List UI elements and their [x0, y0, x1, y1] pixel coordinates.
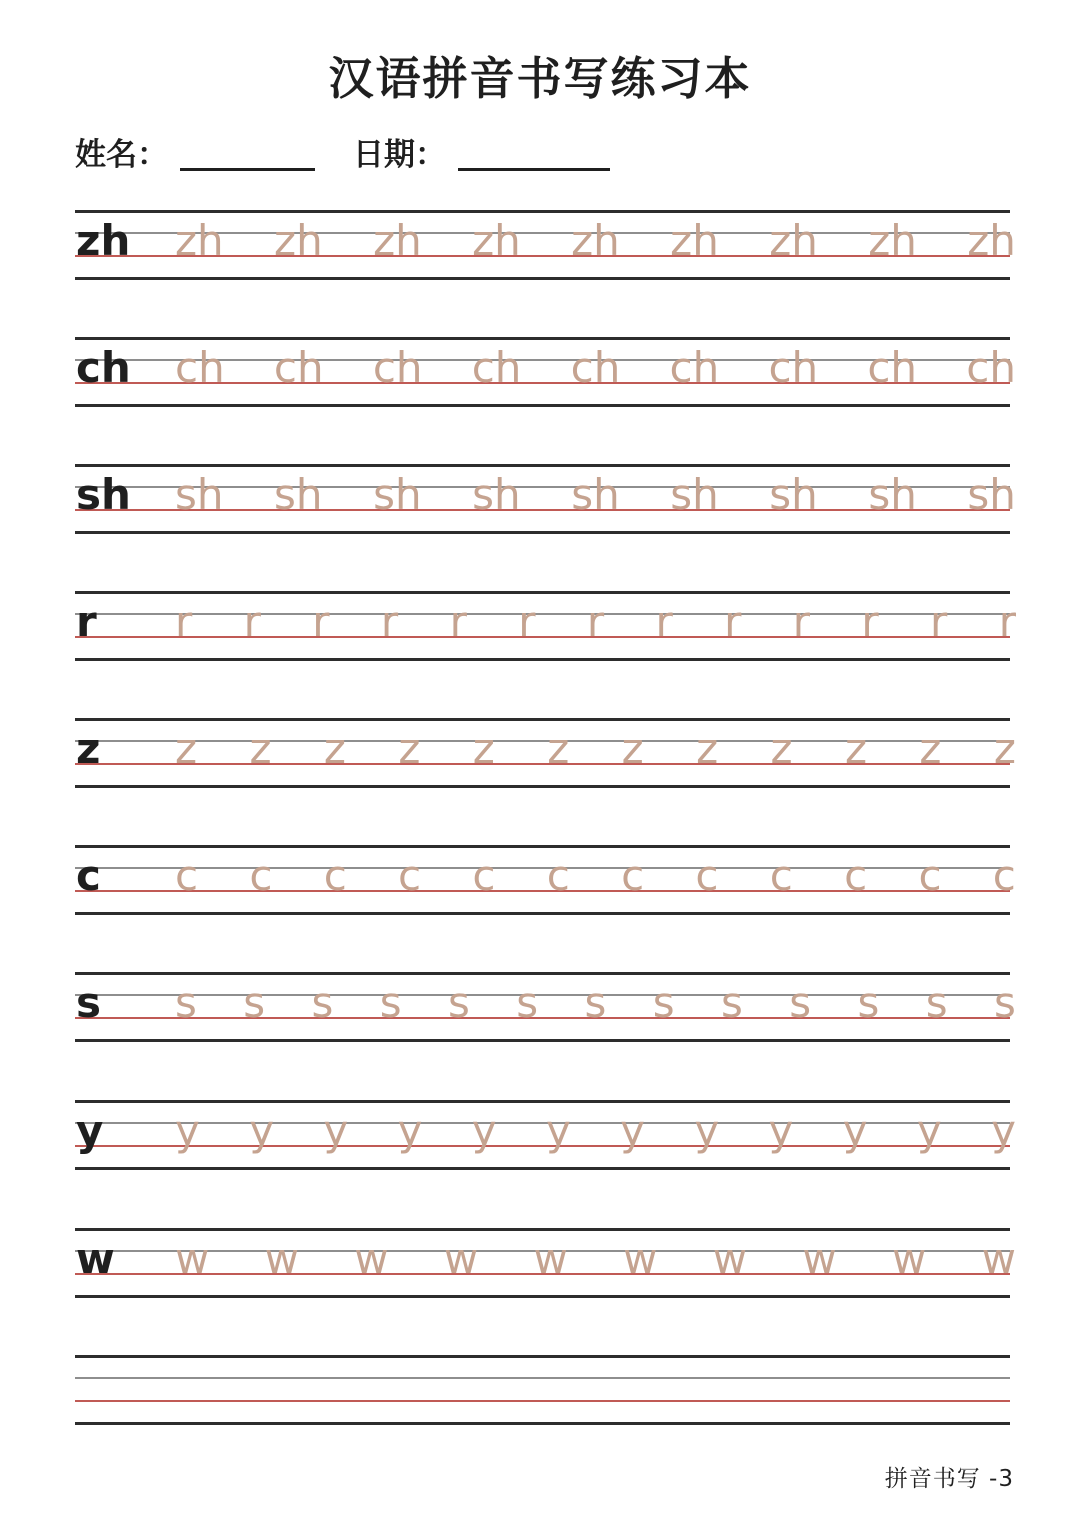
trace-letter: r [792, 597, 811, 646]
trace-letter: ch [867, 343, 918, 392]
trace-letter: s [652, 978, 675, 1027]
practice-row-y [75, 1100, 1016, 1170]
staff-line-top [75, 1100, 1010, 1103]
practice-row-z [75, 718, 1016, 788]
date-blank-line [458, 168, 610, 171]
trace-letter: w [354, 1234, 389, 1283]
staff-line-top [75, 210, 1010, 213]
practice-row-blank [75, 1355, 1010, 1425]
practice-row-ch [75, 337, 1016, 407]
staff-line-bottom [75, 1422, 1010, 1425]
trace-letter: zh [967, 216, 1016, 265]
trace-letter: r [861, 597, 879, 646]
trace-letter: w [981, 1234, 1016, 1283]
trace-letter: y [768, 1106, 794, 1155]
trace-letters-zh [175, 216, 1016, 265]
staff-line-bottom [75, 785, 1010, 788]
staff-line-bottom [75, 277, 1010, 280]
trace-letter: w [892, 1234, 927, 1283]
trace-letter: y [397, 1106, 423, 1155]
trace-letter: sh [769, 470, 818, 519]
trace-letter: w [264, 1234, 299, 1283]
trace-letter: zh [670, 216, 719, 265]
trace-letter: c [398, 851, 422, 900]
trace-letter: ch [966, 343, 1016, 392]
trace-letter: w [712, 1234, 748, 1283]
staff-line-bottom [75, 1167, 1010, 1170]
staff-line-top [75, 1228, 1010, 1231]
trace-letter: s [311, 978, 334, 1027]
staff-line-top [75, 337, 1010, 340]
trace-letter: r [998, 597, 1016, 646]
trace-letter: r [312, 597, 330, 646]
trace-letter: s [857, 978, 880, 1027]
date-label: 日期： [353, 137, 446, 173]
trace-letter: c [472, 851, 496, 900]
trace-letter: z [472, 724, 495, 773]
trace-letter: z [398, 724, 421, 773]
trace-letter: r [175, 597, 193, 646]
trace-letter: y [694, 1106, 720, 1155]
trace-letter: zh [472, 216, 521, 265]
trace-letter: w [533, 1234, 568, 1283]
trace-letter: r [518, 597, 536, 646]
trace-letter: y [323, 1106, 349, 1155]
model-letter-r: r [76, 597, 97, 646]
practice-row-s [75, 972, 1016, 1042]
trace-letter: w [802, 1234, 837, 1283]
trace-letter: sh [472, 470, 521, 519]
trace-letter: s [379, 978, 402, 1027]
trace-letter: s [175, 978, 197, 1027]
trace-letter: ch [768, 343, 819, 392]
trace-letter: c [323, 851, 347, 900]
model-letter-c: c [76, 851, 101, 900]
trace-letter: sh [175, 470, 224, 519]
name-date-row [75, 136, 610, 175]
staff-line-top [75, 972, 1010, 975]
trace-letter: c [249, 851, 273, 900]
trace-letter: zh [868, 216, 917, 265]
trace-letter: ch [372, 343, 423, 392]
trace-letters-s [175, 978, 1016, 1027]
trace-letter: z [993, 724, 1016, 773]
trace-letter: sh [274, 470, 323, 519]
trace-letter: r [380, 597, 399, 646]
trace-letter: w [175, 1234, 210, 1283]
staff-line-top [75, 845, 1010, 848]
trace-letter: c [621, 851, 645, 900]
practice-row-zh [75, 210, 1016, 280]
trace-letter: w [623, 1234, 658, 1283]
model-letter-ch: ch [76, 343, 131, 392]
model-letter-w: w [76, 1234, 115, 1283]
trace-letter: s [243, 978, 266, 1027]
trace-letter: ch [273, 343, 324, 392]
practice-row-c [75, 845, 1016, 915]
model-letter-s: s [76, 978, 101, 1027]
trace-letter: z [175, 724, 198, 773]
name-label: 姓名： [75, 137, 168, 173]
trace-letter: z [249, 724, 272, 773]
trace-letters-r [175, 597, 1016, 646]
trace-letter: ch [570, 343, 621, 392]
staff-line-bottom [75, 658, 1010, 661]
trace-letter: c [546, 851, 570, 900]
trace-letter: r [449, 597, 467, 646]
staff-line-baseline-red [75, 1400, 1010, 1402]
trace-letter: z [323, 724, 346, 773]
staff-line-bottom [75, 1039, 1010, 1042]
trace-letter: c [695, 851, 719, 900]
trace-letter: y [916, 1106, 942, 1155]
page-footer: 拼音书写 -3 [884, 1466, 1014, 1492]
trace-letter: sh [670, 470, 719, 519]
trace-letter: z [547, 724, 570, 773]
staff-line-bottom [75, 404, 1010, 407]
trace-letter: z [696, 724, 719, 773]
trace-letter: w [443, 1234, 479, 1283]
practice-row-r [75, 591, 1016, 661]
trace-letter: r [586, 597, 605, 646]
trace-letter: s [925, 978, 948, 1027]
staff-line-top [75, 591, 1010, 594]
trace-letter: s [516, 978, 539, 1027]
staff-line-top [75, 718, 1010, 721]
trace-letter: y [249, 1106, 275, 1155]
trace-letters-c [175, 851, 1016, 900]
trace-letter: s [789, 978, 812, 1027]
trace-letter: y [842, 1106, 868, 1155]
trace-letter: zh [274, 216, 323, 265]
trace-letter: sh [967, 470, 1016, 519]
trace-letter: y [991, 1106, 1016, 1155]
trace-letter: z [621, 724, 644, 773]
trace-letters-ch [175, 343, 1016, 392]
trace-letter: zh [571, 216, 620, 265]
trace-letter: s [721, 978, 743, 1027]
trace-letter: s [584, 978, 607, 1027]
trace-letters-sh [175, 470, 1016, 519]
model-letter-z: z [76, 724, 101, 773]
trace-letter: zh [175, 216, 224, 265]
trace-letter: s [448, 978, 470, 1027]
trace-letters-w [175, 1234, 1016, 1283]
practice-row-w [75, 1228, 1016, 1298]
trace-letter: ch [175, 343, 225, 392]
trace-letter: y [620, 1106, 645, 1155]
trace-letter: z [770, 724, 793, 773]
trace-letter: c [769, 851, 793, 900]
trace-letter: ch [669, 343, 720, 392]
name-blank-line [180, 168, 315, 171]
model-letter-sh: sh [76, 470, 131, 519]
trace-letter: c [844, 851, 868, 900]
trace-letter: z [919, 724, 942, 773]
trace-letter: r [655, 597, 673, 646]
trace-letter: y [471, 1106, 497, 1155]
trace-letter: c [992, 851, 1016, 900]
trace-letters-z [175, 724, 1016, 773]
trace-letter: r [243, 597, 261, 646]
trace-letter: y [175, 1106, 200, 1155]
trace-letter: z [844, 724, 867, 773]
trace-letter: sh [571, 470, 620, 519]
trace-letter: r [930, 597, 948, 646]
staff-line-bottom [75, 912, 1010, 915]
practice-row-sh [75, 464, 1016, 534]
trace-letter: y [545, 1106, 571, 1155]
trace-letters-y [175, 1106, 1016, 1155]
trace-letter: s [994, 978, 1016, 1027]
trace-letter: zh [373, 216, 422, 265]
trace-letter: ch [471, 343, 522, 392]
trace-letter: zh [769, 216, 818, 265]
staff-line-top [75, 464, 1010, 467]
trace-letter: c [918, 851, 942, 900]
staff-line-top [75, 1355, 1010, 1358]
trace-letter: c [175, 851, 199, 900]
page-title: 汉语拼音书写练习本 [328, 52, 752, 105]
staff-line-upper-gray [75, 1377, 1010, 1379]
trace-letter: sh [373, 470, 422, 519]
model-letter-zh: zh [76, 216, 131, 265]
staff-line-bottom [75, 1295, 1010, 1298]
model-letter-y: y [76, 1106, 104, 1155]
trace-letter: sh [868, 470, 917, 519]
staff-line-bottom [75, 531, 1010, 534]
trace-letter: r [724, 597, 742, 646]
